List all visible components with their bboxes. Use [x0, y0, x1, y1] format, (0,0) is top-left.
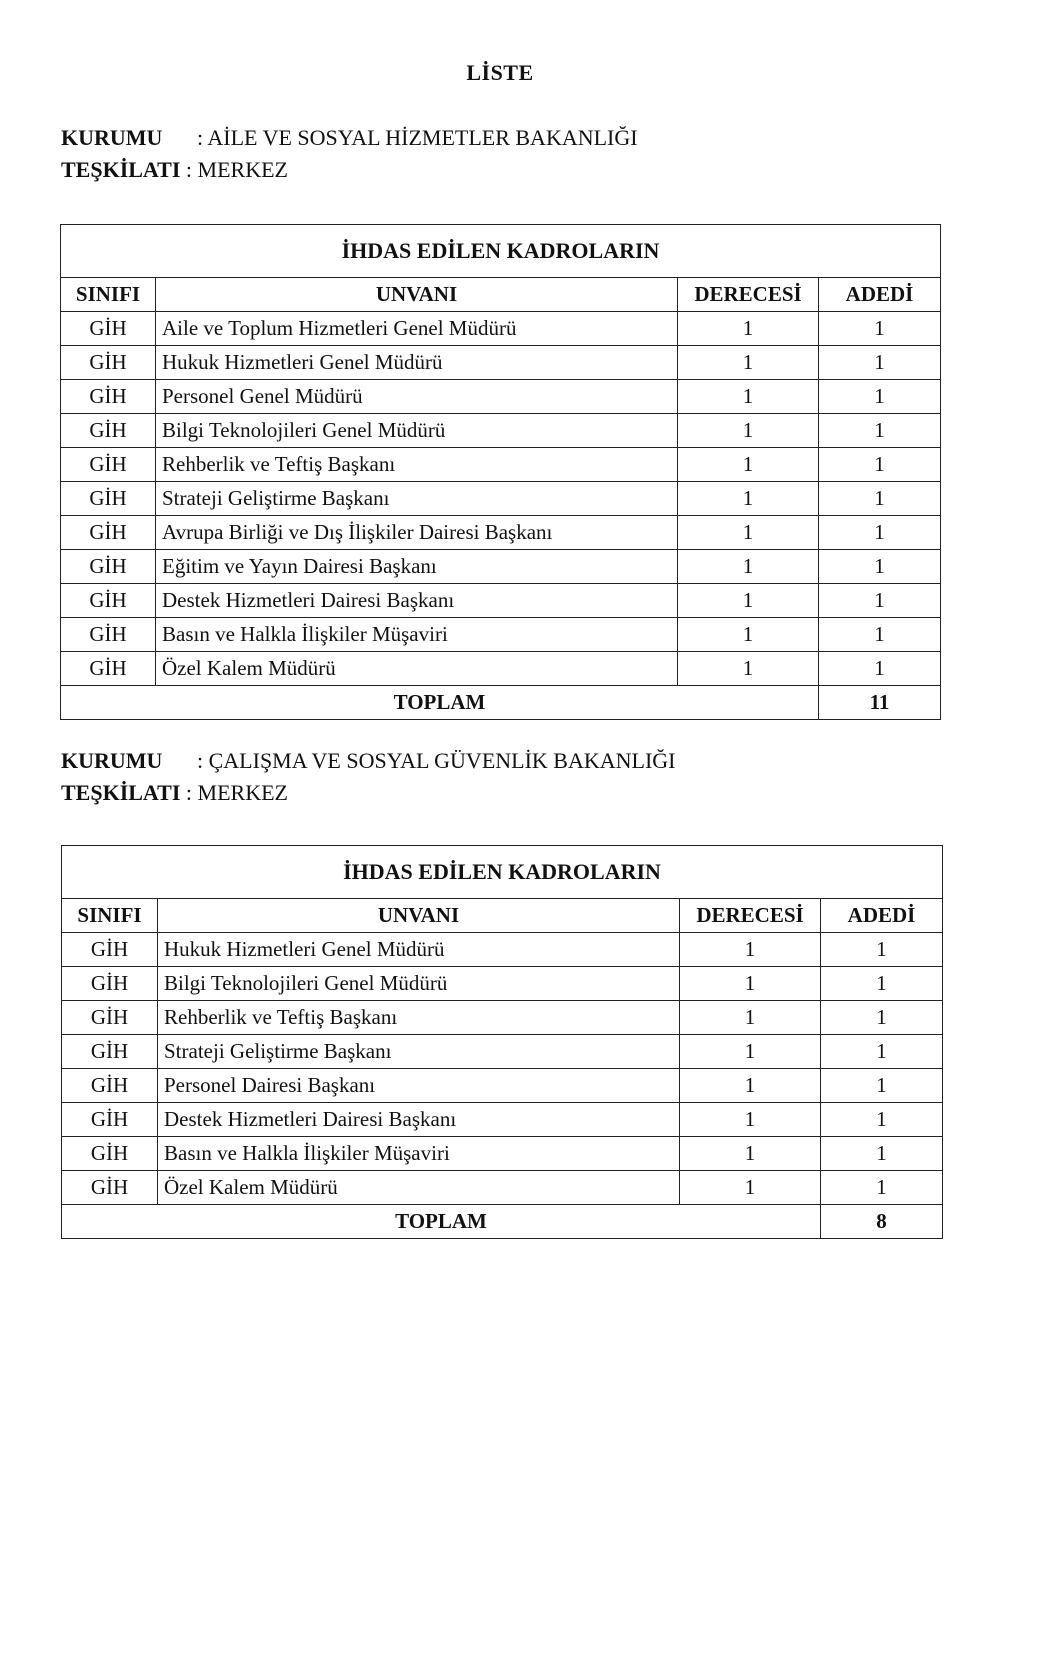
table-row: [61, 312, 941, 346]
cell-adedi: 1: [821, 1069, 943, 1103]
cell-sinifi: GİH: [62, 1103, 158, 1137]
cell-derecesi: 1: [680, 1171, 821, 1205]
cell-unvani: Hukuk Hizmetleri Genel Müdürü: [158, 933, 680, 967]
table-row: [61, 346, 941, 380]
kurumu-row: [61, 745, 676, 777]
cell-sinifi: GİH: [61, 550, 156, 584]
table-row: [62, 1171, 943, 1205]
cell-sinifi: GİH: [62, 967, 158, 1001]
cell-derecesi: 1: [680, 1137, 821, 1171]
header-row: [61, 278, 941, 312]
total-value: 11: [819, 686, 941, 720]
cell-adedi: 1: [819, 448, 941, 482]
cell-unvani: Özel Kalem Müdürü: [156, 652, 678, 686]
cell-adedi: 1: [819, 618, 941, 652]
header-derecesi: DERECESİ: [678, 278, 819, 312]
section-1-meta: [61, 122, 638, 186]
cell-unvani: Özel Kalem Müdürü: [158, 1171, 680, 1205]
table-row: [62, 1035, 943, 1069]
cell-unvani: Destek Hizmetleri Dairesi Başkanı: [156, 584, 678, 618]
total-value: 8: [821, 1205, 943, 1239]
cell-unvani: Basın ve Halkla İlişkiler Müşaviri: [158, 1137, 680, 1171]
cell-adedi: 1: [819, 652, 941, 686]
kadro-table-1: [60, 224, 941, 720]
kadro-table-2: [61, 845, 943, 1239]
table-row: [61, 380, 941, 414]
total-row: [62, 1205, 943, 1239]
cell-adedi: 1: [821, 1035, 943, 1069]
cell-derecesi: 1: [678, 448, 819, 482]
cell-adedi: 1: [819, 550, 941, 584]
cell-sinifi: GİH: [61, 346, 156, 380]
total-label: TOPLAM: [61, 686, 819, 720]
header-adedi: ADEDİ: [821, 899, 943, 933]
cell-unvani: Bilgi Teknolojileri Genel Müdürü: [156, 414, 678, 448]
cell-derecesi: 1: [680, 933, 821, 967]
kurumu-value: : AİLE VE SOSYAL HİZMETLER BAKANLIĞI: [197, 125, 638, 150]
table-row: [61, 516, 941, 550]
cell-derecesi: 1: [678, 584, 819, 618]
cell-unvani: Bilgi Teknolojileri Genel Müdürü: [158, 967, 680, 1001]
cell-unvani: Strateji Geliştirme Başkanı: [156, 482, 678, 516]
table-row: [62, 1103, 943, 1137]
cell-derecesi: 1: [678, 482, 819, 516]
cell-derecesi: 1: [678, 652, 819, 686]
cell-derecesi: 1: [678, 550, 819, 584]
total-label: TOPLAM: [62, 1205, 821, 1239]
cell-unvani: Destek Hizmetleri Dairesi Başkanı: [158, 1103, 680, 1137]
table-row: [61, 414, 941, 448]
table-row: [62, 967, 943, 1001]
table-row: [61, 618, 941, 652]
cell-adedi: 1: [819, 312, 941, 346]
cell-sinifi: GİH: [61, 312, 156, 346]
header-row: [62, 899, 943, 933]
section-2-meta: [61, 745, 676, 809]
teskilati-value: : MERKEZ: [185, 157, 288, 182]
header-unvani: UNVANI: [158, 899, 680, 933]
cell-unvani: Strateji Geliştirme Başkanı: [158, 1035, 680, 1069]
table-row: [61, 448, 941, 482]
document-title: LİSTE: [466, 60, 534, 85]
cell-sinifi: GİH: [62, 1035, 158, 1069]
table-caption: İHDAS EDİLEN KADROLARIN: [61, 225, 941, 278]
cell-unvani: Personel Dairesi Başkanı: [158, 1069, 680, 1103]
header-derecesi: DERECESİ: [680, 899, 821, 933]
cell-derecesi: 1: [680, 1103, 821, 1137]
cell-derecesi: 1: [678, 380, 819, 414]
cell-adedi: 1: [821, 1001, 943, 1035]
cell-adedi: 1: [821, 1137, 943, 1171]
cell-adedi: 1: [819, 414, 941, 448]
kurumu-value: : ÇALIŞMA VE SOSYAL GÜVENLİK BAKANLIĞI: [197, 748, 676, 773]
cell-derecesi: 1: [678, 516, 819, 550]
total-row: [61, 686, 941, 720]
cell-adedi: 1: [819, 584, 941, 618]
cell-sinifi: GİH: [62, 1137, 158, 1171]
cell-derecesi: 1: [678, 346, 819, 380]
cell-unvani: Eğitim ve Yayın Dairesi Başkanı: [156, 550, 678, 584]
table-row: [62, 933, 943, 967]
cell-sinifi: GİH: [61, 652, 156, 686]
cell-adedi: 1: [819, 380, 941, 414]
cell-derecesi: 1: [678, 618, 819, 652]
teskilati-row: [61, 777, 676, 809]
table-row: [62, 1069, 943, 1103]
cell-derecesi: 1: [678, 312, 819, 346]
cell-unvani: Rehberlik ve Teftiş Başkanı: [156, 448, 678, 482]
cell-sinifi: GİH: [62, 933, 158, 967]
kurumu-label: KURUMU: [61, 125, 163, 150]
teskilati-label: TEŞKİLATI: [61, 780, 181, 805]
cell-adedi: 1: [821, 933, 943, 967]
cell-sinifi: GİH: [61, 414, 156, 448]
cell-adedi: 1: [819, 482, 941, 516]
cell-derecesi: 1: [680, 1069, 821, 1103]
cell-adedi: 1: [821, 967, 943, 1001]
cell-unvani: Aile ve Toplum Hizmetleri Genel Müdürü: [156, 312, 678, 346]
cell-adedi: 1: [821, 1171, 943, 1205]
cell-unvani: Basın ve Halkla İlişkiler Müşaviri: [156, 618, 678, 652]
header-sinifi: SINIFI: [62, 899, 158, 933]
cell-adedi: 1: [819, 346, 941, 380]
table-row: [61, 652, 941, 686]
table-row: [62, 1137, 943, 1171]
header-unvani: UNVANI: [156, 278, 678, 312]
cell-adedi: 1: [819, 516, 941, 550]
cell-derecesi: 1: [680, 1001, 821, 1035]
cell-sinifi: GİH: [61, 448, 156, 482]
cell-sinifi: GİH: [62, 1171, 158, 1205]
teskilati-label: TEŞKİLATI: [61, 157, 181, 182]
cell-unvani: Avrupa Birliği ve Dış İlişkiler Dairesi Başkanı: [156, 516, 678, 550]
kurumu-row: [61, 122, 638, 154]
header-adedi: ADEDİ: [819, 278, 941, 312]
table-row: [61, 584, 941, 618]
cell-sinifi: GİH: [61, 482, 156, 516]
table-row: [61, 550, 941, 584]
cell-unvani: Hukuk Hizmetleri Genel Müdürü: [156, 346, 678, 380]
cell-unvani: Personel Genel Müdürü: [156, 380, 678, 414]
teskilati-value: : MERKEZ: [185, 780, 288, 805]
cell-sinifi: GİH: [61, 516, 156, 550]
cell-sinifi: GİH: [62, 1069, 158, 1103]
cell-unvani: Rehberlik ve Teftiş Başkanı: [158, 1001, 680, 1035]
cell-derecesi: 1: [680, 1035, 821, 1069]
header-sinifi: SINIFI: [61, 278, 156, 312]
cell-derecesi: 1: [680, 967, 821, 1001]
cell-derecesi: 1: [678, 414, 819, 448]
cell-adedi: 1: [821, 1103, 943, 1137]
table-row: [61, 482, 941, 516]
teskilati-row: [61, 154, 638, 186]
table-row: [62, 1001, 943, 1035]
cell-sinifi: GİH: [61, 584, 156, 618]
kurumu-label: KURUMU: [61, 748, 163, 773]
table-caption: İHDAS EDİLEN KADROLARIN: [62, 846, 943, 899]
cell-sinifi: GİH: [61, 618, 156, 652]
cell-sinifi: GİH: [62, 1001, 158, 1035]
cell-sinifi: GİH: [61, 380, 156, 414]
